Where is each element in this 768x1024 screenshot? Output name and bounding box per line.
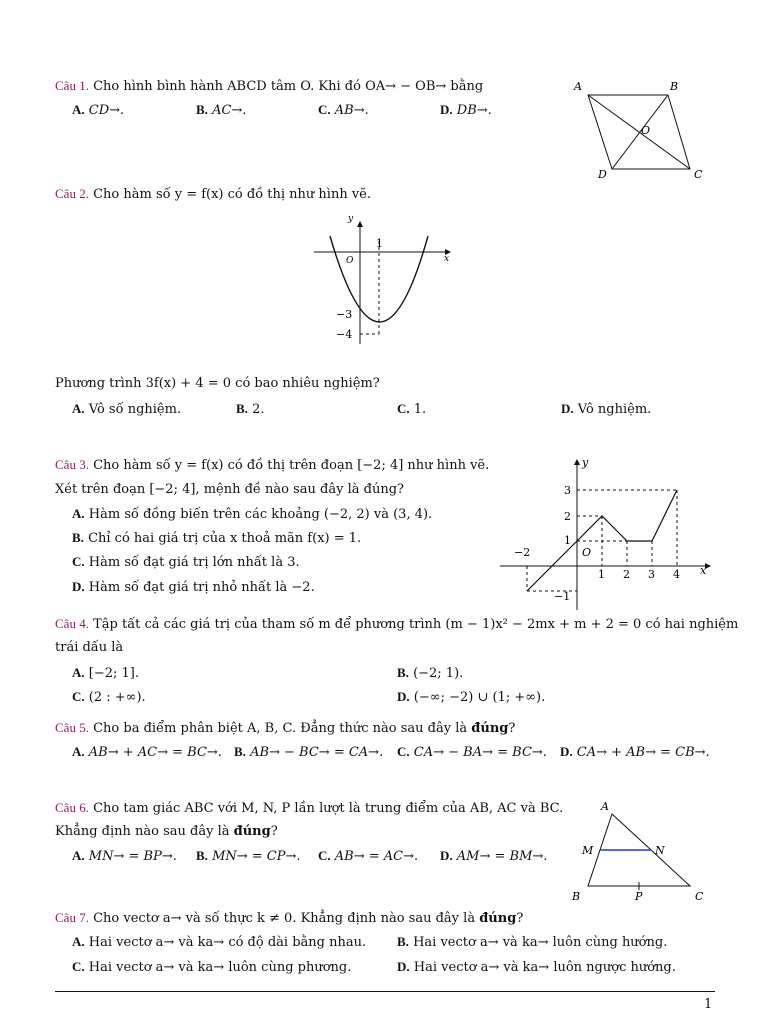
q1-option-c[interactable] — [318, 102, 369, 119]
q4-option-d[interactable] — [397, 689, 545, 706]
q1-text: Cho hình bình hành ABCD tâm O. Khi đó OA→ − OB→ bằng — [93, 79, 484, 94]
q1-option-c-key: C. — [318, 102, 331, 117]
q2-option-c-key: C. — [397, 401, 410, 416]
q5-line — [55, 720, 515, 737]
q6-label: Câu 6. — [55, 800, 89, 815]
page-number: 1 — [704, 997, 713, 1012]
q2-option-a-key: A. — [72, 401, 85, 416]
q1-option-c-val: AB→. — [334, 103, 369, 118]
q3-option-d-val: Hàm số đạt giá trị nhỏ nhất là −2. — [88, 580, 315, 595]
q2-tick-m4: −4 — [336, 328, 353, 341]
q6-line — [55, 800, 563, 817]
q6-option-a-val: MN→ = BP→. — [88, 849, 177, 864]
q6-label-c: C — [695, 890, 704, 903]
q3-text: Cho hàm số y = f(x) có đồ thị trên đoạn [−2; 4] như hình vẽ. — [93, 458, 490, 473]
q1-option-b[interactable] — [196, 102, 246, 119]
q3-option-d-key: D. — [72, 579, 85, 594]
q6-label-b: B — [572, 890, 581, 903]
q4-option-a-key: A. — [72, 665, 85, 680]
q2-option-d-key: D. — [561, 401, 574, 416]
q5-option-d-key: D. — [560, 744, 573, 759]
q3-line — [55, 457, 489, 474]
q4-text-cont: trái dấu là — [55, 640, 124, 655]
q7-option-c-val: Hai vectơ a→ và ka→ luôn cùng phương. — [88, 960, 352, 975]
q3-tick-y1: 1 — [564, 534, 571, 547]
q1-option-d-val: DB→. — [456, 103, 492, 118]
q2-tick-1: 1 — [376, 237, 383, 250]
q6-question — [55, 824, 278, 840]
q4-option-c-val: (2 : +∞). — [88, 690, 146, 705]
q5-option-c[interactable] — [397, 744, 547, 761]
q2-option-d[interactable] — [561, 401, 651, 418]
q2-parabola-figure — [310, 208, 460, 348]
q3-axis-label-y: y — [582, 456, 589, 469]
q7-line — [55, 910, 523, 927]
q1-option-b-key: B. — [196, 102, 208, 117]
q5-option-d[interactable] — [560, 744, 710, 761]
q2-text: Cho hàm số y = f(x) có đồ thị như hình vẽ. — [93, 187, 371, 202]
q6-triangle-figure — [566, 796, 716, 908]
q5-option-a[interactable] — [72, 744, 222, 761]
q1-option-a-val: CD→. — [88, 103, 125, 118]
q4-option-b-val: (−2; 1). — [413, 666, 464, 681]
q1-parallelogram-figure — [560, 72, 720, 187]
q1-label-a: A — [574, 80, 582, 93]
q7-option-a-key: A. — [72, 934, 85, 949]
q5-option-b-key: B. — [234, 744, 246, 759]
q6-option-b-key: B. — [196, 848, 208, 863]
q1-diagonal-ac — [588, 95, 690, 169]
q6-option-d-val: AM→ = BM→. — [456, 849, 548, 864]
q2-tick-m3: −3 — [336, 308, 353, 321]
q1-label-o: O — [641, 124, 651, 137]
q3-tick-y3: 3 — [564, 484, 571, 497]
q6-option-c[interactable] — [318, 848, 418, 865]
q6-end: ? — [270, 824, 278, 839]
q7-option-d-val: Hai vectơ a→ và ka→ luôn ngược hướng. — [413, 960, 676, 975]
q4-option-c[interactable] — [72, 689, 146, 706]
q6-option-a[interactable] — [72, 848, 177, 865]
q7-option-c-key: C. — [72, 959, 85, 974]
q2-option-c[interactable] — [397, 401, 426, 418]
q5-option-a-key: A. — [72, 744, 85, 759]
q4-option-d-key: D. — [397, 689, 410, 704]
q3-option-a-val: Hàm số đồng biến trên các khoảng (−2, 2) và (3, 4). — [88, 507, 433, 522]
q3-label: Câu 3. — [55, 457, 89, 472]
q5-option-c-val: CA→ − BA→ = BC→. — [413, 745, 547, 760]
q5-option-a-val: AB→ + AC→ = BC→. — [88, 745, 222, 760]
q2-option-a[interactable] — [72, 401, 181, 418]
q7-option-b-val: Hai vectơ a→ và ka→ luôn cùng hướng. — [413, 935, 668, 950]
q2-label: Câu 2. — [55, 186, 89, 201]
q2-axis-label-y: y — [348, 214, 354, 224]
q2-option-b[interactable] — [236, 401, 264, 418]
q4-option-b[interactable] — [397, 665, 463, 682]
q6-label-p: P — [635, 890, 643, 903]
q3-tick-xm2: −2 — [514, 546, 531, 559]
q5-text: Cho ba điểm phân biệt A, B, C. Đẳng thức nào sau đây là — [93, 721, 468, 736]
q6-option-a-key: A. — [72, 848, 85, 863]
q6-text: Cho tam giác ABC với M, N, P lần lượt là trung điểm của AB, AC và BC. — [93, 801, 564, 816]
q2-question: Phương trình 3f(x) + 4 = 0 có bao nhiêu nghiệm? — [55, 376, 380, 391]
q3-option-b[interactable] — [72, 530, 361, 547]
q7-bold: đúng — [479, 911, 517, 926]
q6-label-a: A — [601, 800, 609, 813]
q2-axis-label-x: x — [444, 254, 450, 264]
q2-option-b-key: B. — [236, 401, 248, 416]
q6-label-m: M — [582, 844, 594, 857]
q5-option-c-key: C. — [397, 744, 410, 759]
q3-tick-x4: 4 — [673, 568, 680, 581]
q1-option-a-key: A. — [72, 102, 85, 117]
q4-option-c-key: C. — [72, 689, 85, 704]
q6-option-d-key: D. — [440, 848, 453, 863]
q3-option-b-val: Chỉ có hai giá trị của x thoả mãn f(x) = 1. — [88, 531, 362, 546]
q5-option-d-val: CA→ + AB→ = CB→. — [576, 745, 710, 760]
q6-text2: Khẳng định nào sau đây là — [55, 824, 230, 839]
q3-piecewise-graph — [500, 452, 715, 612]
q3-tick-x1: 1 — [598, 568, 605, 581]
q3-tick-ym1: −1 — [554, 590, 571, 603]
q2-option-d-val: Vô nghiệm. — [577, 402, 652, 417]
q6-label-n: N — [655, 844, 665, 857]
q6-bold: đúng — [233, 824, 271, 839]
q7-option-a[interactable] — [72, 934, 366, 951]
q3-option-a[interactable] — [72, 506, 432, 523]
q1-label: Câu 1. — [55, 78, 89, 93]
q4-option-d-val: (−∞; −2) ∪ (1; +∞). — [413, 690, 546, 705]
q3-option-b-key: B. — [72, 530, 84, 545]
q4-text: Tập tất cả các giá trị của tham số m để phương trình (m − 1)x² − 2mx + m + 2 = 0 có hai nghiệm — [93, 617, 739, 632]
q3-question: Xét trên đoạn [−2; 4], mệnh đề nào sau đây là đúng? — [55, 482, 405, 497]
q3-option-d[interactable] — [72, 579, 315, 596]
q7-option-b-key: B. — [397, 934, 409, 949]
q1-diagonal-bd — [612, 95, 668, 169]
q2-option-a-val: Vô số nghiệm. — [88, 402, 182, 417]
q5-option-b[interactable] — [234, 744, 383, 761]
q6-option-c-key: C. — [318, 848, 331, 863]
q1-label-c: C — [694, 168, 703, 181]
q6-option-c-val: AB→ = AC→. — [334, 849, 419, 864]
q6-option-d[interactable] — [440, 848, 547, 865]
q1-option-a[interactable] — [72, 102, 124, 119]
q5-option-b-val: AB→ − BC→ = CA→. — [250, 745, 384, 760]
q4-option-a-val: [−2; 1]. — [88, 666, 140, 681]
q2-option-b-val: 2. — [252, 402, 265, 417]
q4-label: Câu 4. — [55, 616, 89, 631]
q2-origin-label: O — [346, 256, 354, 266]
q7-label: Câu 7. — [55, 910, 89, 925]
q4-option-b-key: B. — [397, 665, 409, 680]
q3-option-c-key: C. — [72, 554, 85, 569]
q3-option-c[interactable] — [72, 554, 300, 571]
q6-option-b[interactable] — [196, 848, 301, 865]
q1-option-d[interactable] — [440, 102, 492, 119]
q2-option-c-val: 1. — [413, 402, 427, 417]
q5-bold: đúng — [471, 721, 509, 736]
q5-label: Câu 5. — [55, 720, 89, 735]
q3-origin-label: O — [582, 546, 592, 559]
q3-option-a-key: A. — [72, 506, 85, 521]
q7-option-d-key: D. — [397, 959, 410, 974]
q3-tick-x3: 3 — [648, 568, 655, 581]
q4-line — [55, 616, 738, 633]
q7-option-c[interactable] — [72, 959, 351, 976]
q6-option-b-val: MN→ = CP→. — [212, 849, 301, 864]
q3-axis-label-x: x — [700, 564, 707, 577]
footer-rule — [55, 991, 715, 992]
q5-end: ? — [508, 721, 516, 736]
q1-line — [55, 78, 483, 95]
q3-tick-y2: 2 — [564, 510, 571, 523]
q1-label-d: D — [598, 168, 607, 181]
q2-line — [55, 186, 371, 203]
q7-option-b[interactable] — [397, 934, 667, 951]
q3-tick-x2: 2 — [623, 568, 630, 581]
q3-option-c-val: Hàm số đạt giá trị lớn nhất là 3. — [88, 555, 300, 570]
q4-option-a[interactable] — [72, 665, 139, 682]
q1-option-b-val: AC→. — [212, 103, 247, 118]
q7-text: Cho vectơ a→ và số thực k ≠ 0. Khẳng định nào sau đây là — [93, 911, 476, 926]
q1-option-d-key: D. — [440, 102, 453, 117]
q7-end: ? — [516, 911, 524, 926]
q7-option-d[interactable] — [397, 959, 676, 976]
q1-label-b: B — [670, 80, 679, 93]
q7-option-a-val: Hai vectơ a→ và ka→ có độ dài bằng nhau. — [88, 935, 367, 950]
